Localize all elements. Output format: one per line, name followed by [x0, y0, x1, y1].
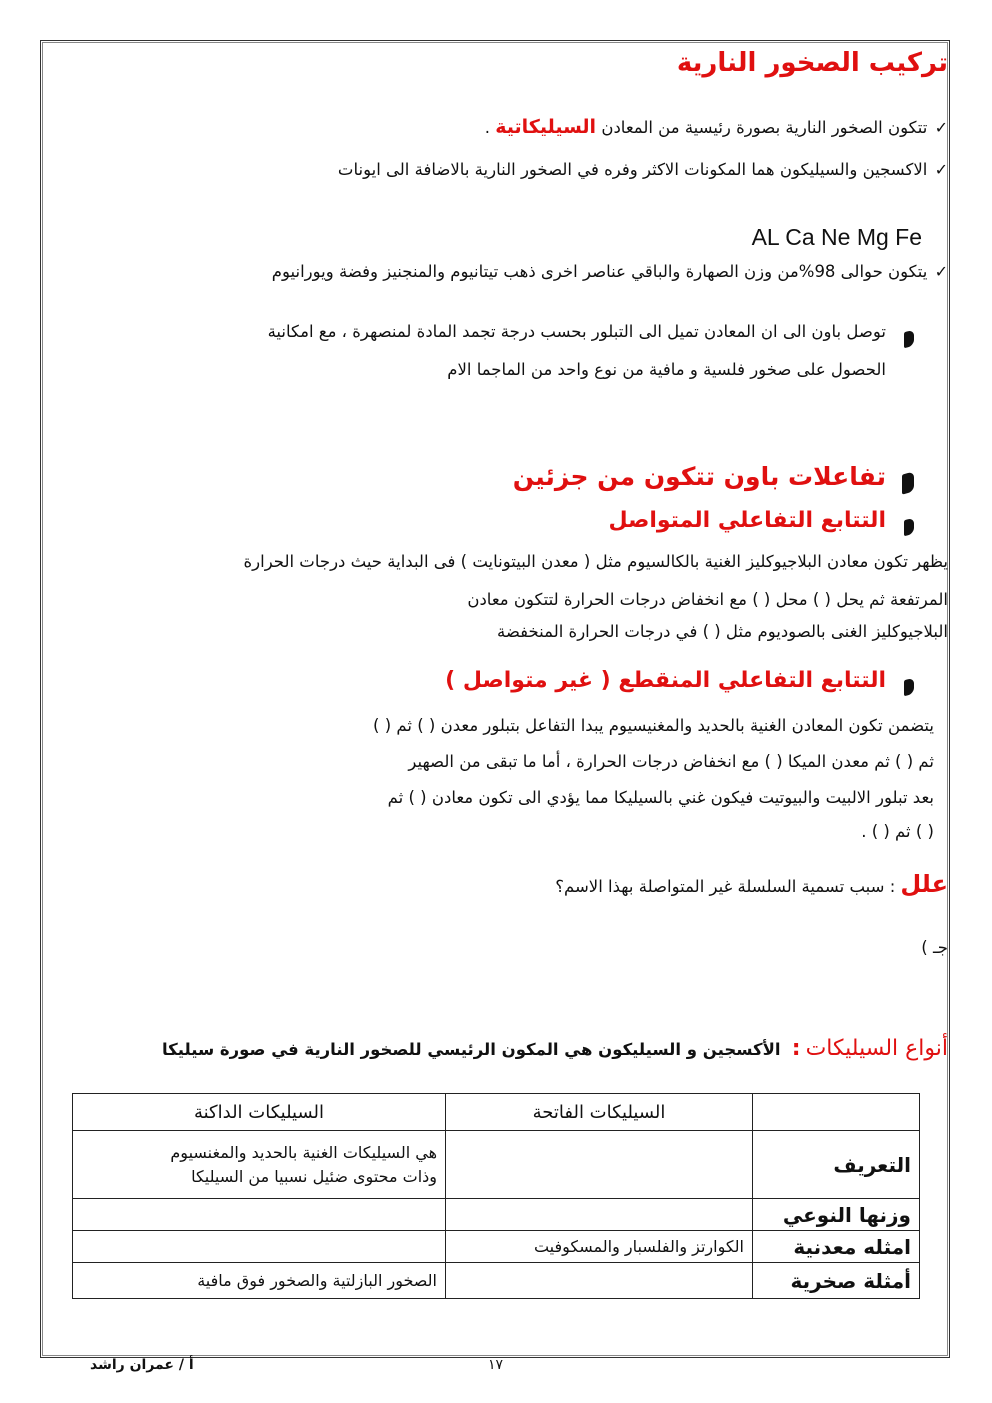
table-row — [73, 1131, 920, 1199]
silicates-table — [72, 1093, 920, 1299]
bowen-paragraph-line-2: الحصول على صخور فلسية و مافية من نوع واحد من الماجما الام — [447, 360, 886, 379]
row-label-definition: التعريف — [753, 1131, 920, 1199]
cell-dark-definition — [73, 1131, 446, 1199]
question-label: علل — [900, 870, 948, 898]
intro-line-1-end: . — [484, 118, 490, 137]
row-label-specific-gravity: وزنها النوعي — [753, 1199, 920, 1231]
bullet-icon — [904, 328, 914, 347]
footer-page-number: ١٧ — [488, 1357, 504, 1373]
intro-line-2-text: الاكسجين والسيليكون هما المكونات الاكثر وفره في الصخور النارية بالاضافة الى ايونات — [337, 160, 928, 179]
row-label-rock-examples: أمثلة صخرية — [753, 1263, 920, 1299]
disc-line-2: ثم ( ) ثم معدن الميكا ( ) مع انخفاض درجات الحرارة ، أما ما تبقى من الصهير — [408, 752, 934, 771]
silicate-types — [162, 1036, 948, 1061]
types-label: أنواع السيليكات — [805, 1036, 948, 1061]
bowen-heading: تفاعلات باون تتكون من جزئين — [512, 462, 886, 491]
cell-dark-specific-gravity — [73, 1199, 446, 1231]
cell-light-mineral-examples: الكوارتز والفلسبار والمسكوفيت — [446, 1231, 753, 1263]
bullet-icon — [902, 472, 914, 493]
silicate-highlight: السيليكاتية — [495, 116, 597, 138]
cell-light-specific-gravity — [446, 1199, 753, 1231]
ions-list: AL Ca Ne Mg Fe — [751, 224, 922, 250]
discontinuous-heading: التتابع التفاعلي المنقطع ( غير متواصل ) — [445, 668, 886, 693]
page-title: تركيب الصخور النارية — [676, 48, 948, 78]
dark-definition-line-1: هي السيليكات الغنية بالحديد والمغنسيوم — [170, 1142, 437, 1162]
table-row — [73, 1199, 920, 1231]
disc-line-4: ( ) ثم ( ) . — [861, 822, 934, 841]
continuous-line-2: المرتفعة ثم يحل ( ) محل ( ) مع انخفاض درجات الحرارة لتتكون معادن — [467, 590, 948, 609]
disc-line-1: يتضمن تكون المعادن الغنية بالحديد والمغنيسيوم يبدا التفاعل بتبلور معدن ( ) ثم ( ) — [373, 716, 934, 735]
intro-line-3-text: يتكون حوالى 98%من وزن الصهارة والباقي عناصر اخرى ذهب تيتانيوم والمنجنيز وفضة ويورانيوم — [271, 262, 928, 281]
table-header-row — [73, 1094, 920, 1131]
continuous-line-1: يظهر تكون معادن البلاجيوكليز الغنية بالكالسيوم مثل ( معدن البيتونايت ) فى البداية حيث درجات الحرارة — [243, 552, 948, 571]
cell-light-definition — [446, 1131, 753, 1199]
answer-prefix: جـ ) — [921, 938, 948, 957]
table-header-dark: السيليكات الداكنة — [73, 1094, 446, 1131]
question-text: : سبب تسمية السلسلة غير المتواصلة بهذا الاسم؟ — [555, 877, 896, 896]
table-row — [73, 1263, 920, 1299]
question — [555, 870, 948, 898]
disc-line-3: بعد تبلور الالبيت والبيوتيت فيكون غني بالسيليكا مما يؤدي الى تكون معادن ( ) ثم — [387, 788, 934, 807]
footer-author: أ / عمران راشد — [90, 1357, 194, 1373]
dark-definition-line-2: وذات محتوى ضئيل نسبيا من السيليكا — [191, 1166, 437, 1186]
row-label-mineral-examples: امثله معدنية — [753, 1231, 920, 1263]
table-row — [73, 1231, 920, 1263]
continuous-heading: التتابع التفاعلي المتواصل — [608, 508, 886, 533]
intro-line-3 — [272, 262, 948, 281]
cell-light-rock-examples — [446, 1263, 753, 1299]
bullet-icon — [904, 516, 914, 535]
table-header-empty — [753, 1094, 920, 1131]
bowen-paragraph-line-1: توصل باون الى ان المعادن تميل الى التبلور بحسب درجة تجمد المادة لمنصهرة ، مع امكانية — [267, 322, 886, 341]
intro-line-1 — [485, 116, 948, 138]
cell-dark-rock-examples: الصخور البازلتية والصخور فوق مافية — [73, 1263, 446, 1299]
types-text: الأكسجين و السيليكون هي المكون الرئيسي للصخور النارية في صورة سيليكا — [161, 1040, 781, 1059]
bullet-icon — [904, 676, 914, 695]
table-header-light: السيليكات الفاتحة — [446, 1094, 753, 1131]
types-colon: : — [791, 1036, 801, 1061]
intro-line-2 — [338, 160, 948, 179]
intro-line-1-text: تتكون الصخور النارية بصورة رئيسية من المعادن — [601, 118, 928, 137]
continuous-line-3: البلاجيوكليز الغنى بالصوديوم مثل ( ) في درجات الحرارة المنخفضة — [497, 622, 948, 641]
cell-dark-mineral-examples — [73, 1231, 446, 1263]
